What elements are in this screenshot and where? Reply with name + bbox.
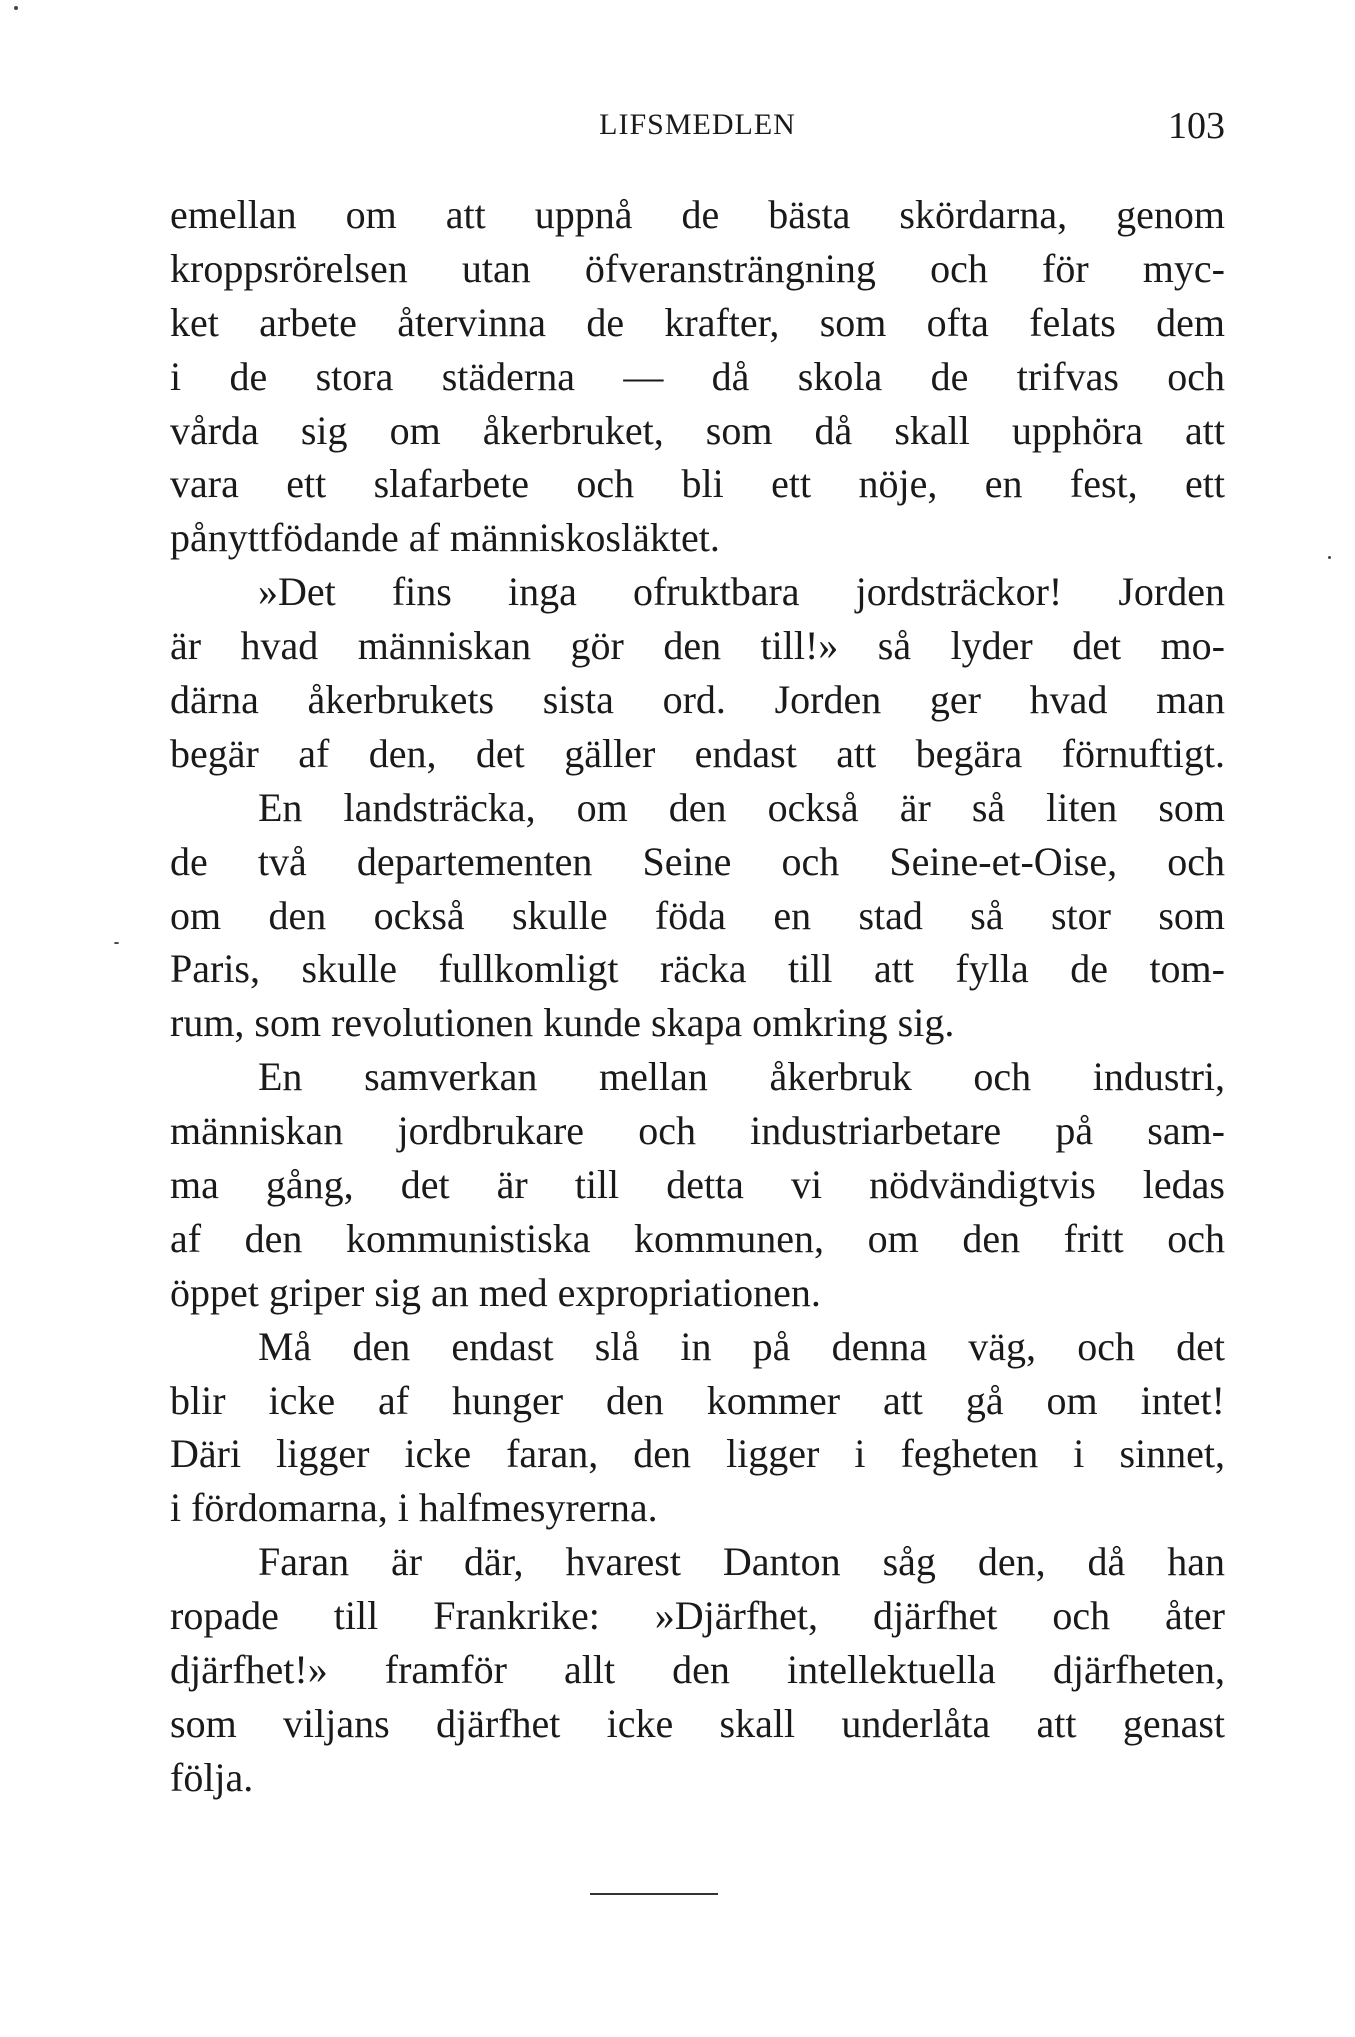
text-line: de två departementen Seine och Seine-et-Oise, och	[170, 838, 1225, 884]
text-line: vara ett slafarbete och bli ett nöje, en fest, ett	[170, 461, 1225, 507]
print-speck	[1328, 556, 1331, 559]
text-line: En samverkan mellan åkerbruk och industri,	[258, 1054, 1225, 1100]
print-speck	[114, 942, 119, 944]
text-line: »Det fins inga ofruktbara jordsträckor! Jorden	[258, 569, 1225, 615]
end-rule	[590, 1893, 718, 1895]
running-head	[170, 105, 1225, 156]
text-line: rum, som revolutionen kunde skapa omkring sig.	[170, 1000, 955, 1046]
text-line: af den kommunistiska kommunen, om den fritt och	[170, 1215, 1225, 1261]
text-line: ropade till Frankrike: »Djärfhet, djärfhet och åter	[170, 1593, 1225, 1639]
text-line: Däri ligger icke faran, den ligger i fegheten i sinnet,	[170, 1431, 1225, 1477]
text-line: djärfhet!» framför allt den intellektuella djärfheten,	[170, 1647, 1225, 1693]
text-line: begär af den, det gäller endast att begära förnuftigt.	[170, 730, 1225, 776]
text-line: En landsträcka, om den också är så liten som	[258, 784, 1225, 830]
text-line: ma gång, det är till detta vi nödvändigtvis ledas	[170, 1162, 1225, 1208]
page-number: 103	[1168, 105, 1225, 147]
text-line: öppet griper sig an med expropriationen.	[170, 1269, 821, 1315]
text-line: ket arbete återvinna de krafter, som ofta felats dem	[170, 299, 1225, 345]
text-line: vårda sig om åkerbruket, som då skall upphöra att	[170, 407, 1225, 453]
text-line: därna åkerbrukets sista ord. Jorden ger hvad man	[170, 677, 1225, 723]
text-line: Må den endast slå in på denna väg, och det	[258, 1323, 1225, 1369]
text-line: Paris, skulle fullkomligt räcka till att fylla de tom-	[170, 946, 1225, 992]
body-text	[170, 188, 1225, 1805]
text-line: följa.	[170, 1754, 254, 1800]
text-line: kroppsrörelsen utan öfveransträngning och för myc-	[170, 245, 1225, 291]
text-line: pånyttfödande af människosläktet.	[170, 515, 720, 561]
text-line: emellan om att uppnå de bästa skördarna, genom	[170, 192, 1225, 237]
text-line: i de stora städerna — då skola de trifvas och	[170, 353, 1225, 399]
text-line: i fördomarna, i halfmesyrerna.	[170, 1485, 658, 1531]
text-line: som viljans djärfhet icke skall underlåta att genast	[170, 1700, 1225, 1746]
text-line: är hvad människan gör den till!» så lyder det mo-	[170, 623, 1225, 669]
text-line: människan jordbrukare och industriarbetare på sam-	[170, 1108, 1225, 1154]
print-speck	[14, 6, 18, 10]
running-title: LIFSMEDLEN	[599, 108, 796, 141]
text-line: blir icke af hunger den kommer att gå om intet!	[170, 1377, 1225, 1423]
text-line: Faran är där, hvarest Danton såg den, då han	[258, 1539, 1225, 1585]
text-line: om den också skulle föda en stad så stor som	[170, 892, 1225, 938]
